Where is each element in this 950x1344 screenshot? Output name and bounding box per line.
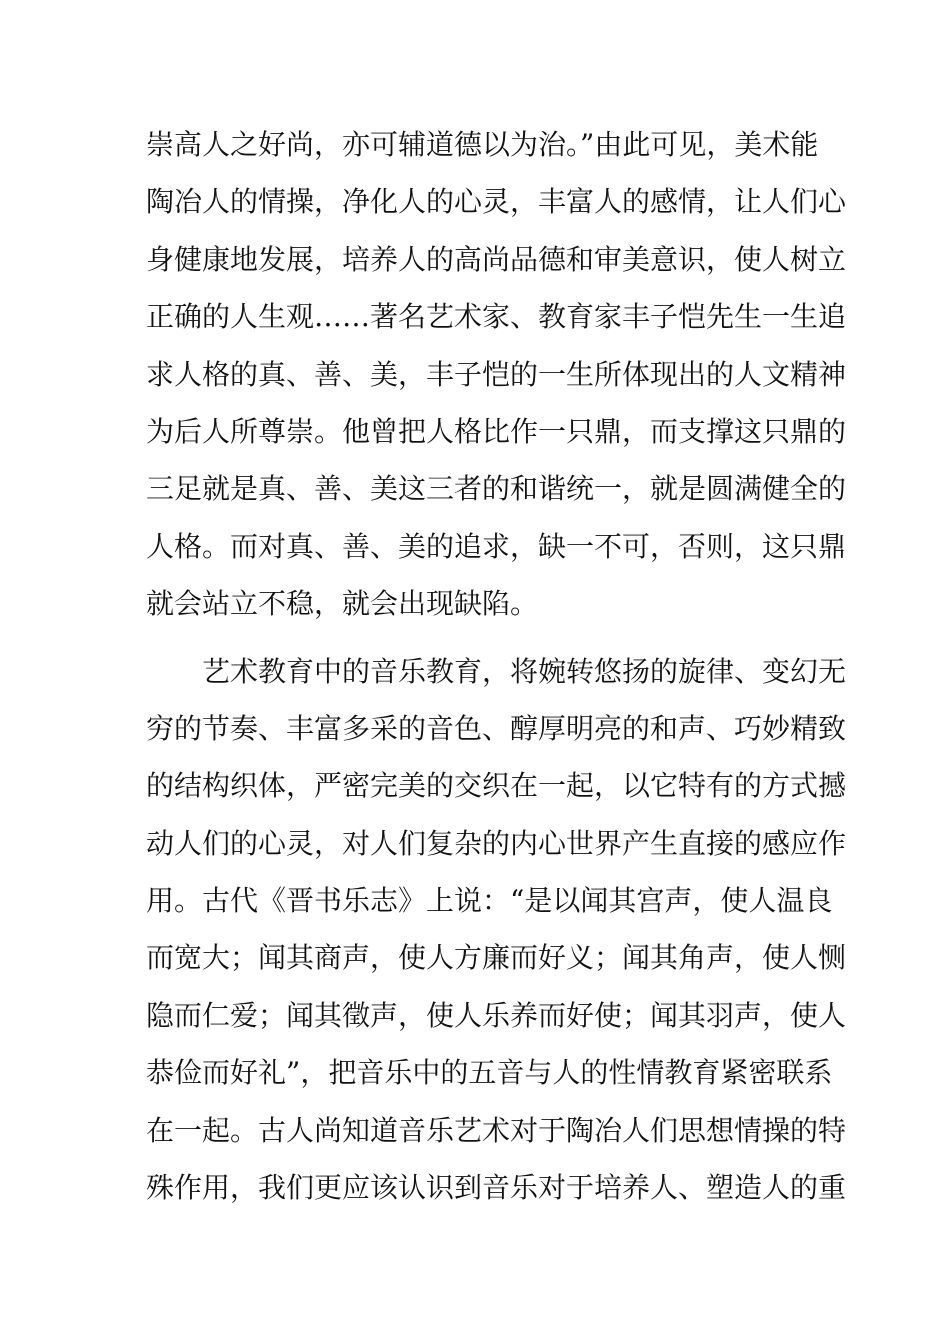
paragraph-line: 隐而仁爱；闻其徵声，使人乐养而好使；闻其羽声，使人 xyxy=(146,998,847,1032)
paragraph-line: 陶冶人的情操，净化人的心灵，丰富人的感情，让人们心 xyxy=(146,185,847,219)
paragraph-line: 的结构织体，严密完美的交织在一起，以它特有的方式撼 xyxy=(146,769,847,803)
paragraph-line: 身健康地发展，培养人的高尚品德和审美意识，使人树立 xyxy=(146,242,847,276)
paragraph-line: 恭俭而好礼”，把音乐中的五音与人的性情教育紧密联系 xyxy=(146,1056,833,1090)
paragraph-line: 穷的节奏、丰富多采的音色、醇厚明亮的和声、巧妙精致 xyxy=(146,711,847,745)
paragraph-line: 殊作用，我们更应该认识到音乐对于培养人、塑造人的重 xyxy=(146,1171,847,1205)
paragraph-2 xyxy=(146,643,847,1217)
paragraph-line: 艺术教育中的音乐教育，将婉转悠扬的旋律、变幻无 xyxy=(202,654,847,688)
body-text xyxy=(146,116,847,1216)
paragraph-line: 正确的人生观……著名艺术家、教育家丰子恺先生一生追 xyxy=(146,300,847,334)
paragraph-line: 为后人所尊崇。他曾把人格比作一只鼎，而支撑这只鼎的 xyxy=(146,414,847,448)
paragraph-line: 求人格的真、善、美，丰子恺的一生所体现出的人文精神 xyxy=(146,357,847,391)
paragraph-line: 用。古代《晋书乐志》上说：“是以闻其宫声，使人温良 xyxy=(146,884,833,918)
paragraph-line: 三足就是真、善、美这三者的和谐统一，就是圆满健全的 xyxy=(146,472,847,506)
paragraph-1 xyxy=(146,116,847,633)
paragraph-line: 就会站立不稳，就会出现缺陷。 xyxy=(146,587,539,621)
paragraph-line: 在一起。古人尚知道音乐艺术对于陶冶人们思想情操的特 xyxy=(146,1113,847,1147)
paragraph-line: 动人们的心灵，对人们复杂的内心世界产生直接的感应作 xyxy=(146,826,847,860)
paragraph-gap xyxy=(146,633,816,643)
paragraph-line: 崇高人之好尚，亦可辅道德以为治。”由此可见，美术能 xyxy=(146,128,819,161)
paragraph-line: 人格。而对真、善、美的追求，缺一不可，否则，这只鼎 xyxy=(146,529,847,563)
paragraph-line: 而宽大；闻其商声，使人方廉而好义；闻其角声，使人恻 xyxy=(146,941,847,975)
